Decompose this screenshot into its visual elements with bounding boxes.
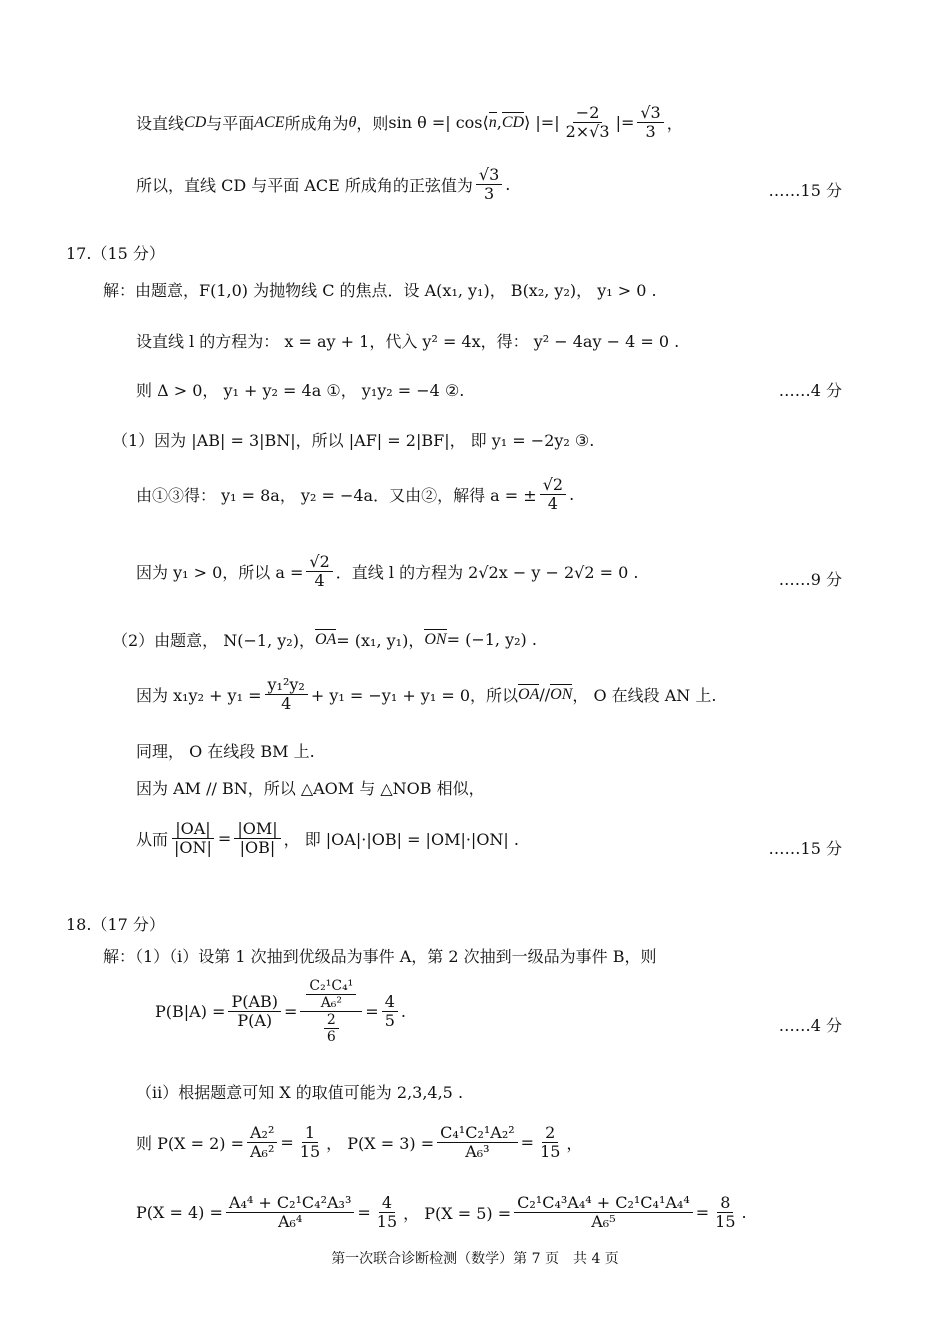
- q17-score2: ……9 分: [778, 570, 842, 589]
- q18-line4: [136, 1124, 582, 1162]
- q18-l5-f1d: A₆⁴: [277, 1212, 303, 1232]
- q18-l5-f3d: A₆⁵: [591, 1212, 616, 1232]
- q17-l8-frac: [265, 676, 308, 714]
- q17-l11-eq: =: [217, 829, 232, 849]
- q18-l5-f2d: 15: [376, 1212, 398, 1232]
- p16-then: ，则: [356, 114, 389, 134]
- q17-line3: 则 Δ > 0， y₁ + y₂ = 4a ①， y₁y₂ = −4 ②.: [136, 381, 465, 400]
- q17-l6-frac: [306, 553, 332, 591]
- p16-frac1: [563, 104, 613, 142]
- q18-line5: [136, 1194, 747, 1232]
- q18-l4-f2d: 15: [299, 1142, 321, 1162]
- q18-l4-f4d: 15: [540, 1142, 561, 1162]
- q18-l5-eq: =: [357, 1203, 371, 1223]
- q17-l5-frac: [540, 476, 566, 514]
- q18-l2-complex-frac: [300, 978, 362, 1045]
- q18-l4-f1d: A₆²: [249, 1142, 275, 1162]
- q18-l2-frac1: [228, 993, 281, 1031]
- p16-conclusion-frac: [476, 166, 502, 204]
- p16-conclusion-end: .: [505, 175, 511, 195]
- q17-l11-f1d: |ON|: [174, 838, 212, 858]
- q17-line7: [112, 628, 537, 651]
- q17-line2: 设直线 l 的方程为： x = ay + 1，代入 y² = 4x，得： y² − 4ay − 4 = 0 .: [136, 332, 680, 351]
- q18-l5-frac3: [514, 1194, 693, 1232]
- q18-l2-bd: 6: [326, 1029, 336, 1046]
- q18-l4-frac1: [247, 1124, 277, 1162]
- q18-line2: [155, 978, 406, 1045]
- q17-l6-pre: 因为 y₁ > 0，所以 a =: [136, 563, 304, 583]
- q17-l5-end: .: [569, 485, 575, 505]
- q18-l5-f4n: 8: [717, 1194, 733, 1213]
- q17-l5-num: √2: [540, 476, 566, 495]
- p16-close: ⟩ |=|: [524, 113, 560, 133]
- q18-l5-mid: ， P(X = 5) =: [403, 1204, 512, 1224]
- q17-l8-den: 4: [281, 694, 292, 714]
- q17-line6: [136, 553, 638, 591]
- q18-l2-f3d: 5: [384, 1011, 395, 1031]
- q18-l2-cd: A₆²: [320, 995, 343, 1012]
- q18-line3: （ii）根据题意可知 X 的取值可能为 2,3,4,5 .: [136, 1083, 464, 1102]
- q17-line10: 因为 AM // BN，所以 △AOM 与 △NOB 相似，: [136, 779, 485, 798]
- q17-l7-oav: = (x₁, y₁)，: [336, 631, 425, 650]
- q17-l6-post: ．直线 l 的方程为 2√2x − y − 2√2 = 0 .: [335, 563, 639, 583]
- q18-l4-f1n: A₂²: [247, 1124, 277, 1143]
- q17-l11-f1n: |OA|: [172, 820, 213, 839]
- q17-l6-den: 4: [314, 571, 325, 591]
- q17-l11-post: ， 即 |OA|·|OB| = |OM|·|ON| .: [283, 830, 519, 850]
- p16-pre: 设直线: [136, 114, 185, 134]
- p16-n-vector: n: [488, 113, 497, 131]
- q17-line5: [136, 476, 574, 514]
- q18-l2-frac3: [382, 993, 398, 1031]
- q18-l5-end: .: [741, 1203, 747, 1223]
- q18-l2-complex-den: [318, 1012, 345, 1045]
- p16-score: ……15 分: [768, 181, 842, 200]
- p16-theta: θ: [348, 113, 357, 131]
- q18-l4-frac3: [437, 1124, 518, 1162]
- q17-l6-num: √2: [306, 553, 332, 572]
- q17-l5-pre: 由①③得： y₁ = 8a， y₂ = −4a．又由②，解得 a = ±: [136, 486, 537, 506]
- q17-l8-num: y₁²y₂: [265, 676, 308, 695]
- q18-l2-f1n: P(AB): [228, 993, 281, 1012]
- p16-frac1-den: 2×√3: [565, 122, 610, 142]
- q17-l11-frac2: [234, 820, 280, 858]
- q17-header: 17.（15 分）: [66, 244, 165, 263]
- q18-header: 18.（17 分）: [66, 915, 165, 934]
- p16-ace: ACE: [254, 113, 285, 131]
- p16-line-conclusion: [136, 166, 510, 204]
- q18-l5-frac2: [374, 1194, 400, 1232]
- q17-l11-f2d: |OB|: [239, 838, 276, 858]
- q18-l5-frac4: [712, 1194, 738, 1232]
- p16-frac1-num: −2: [573, 104, 603, 123]
- q18-l2-complex-num: [300, 978, 362, 1012]
- q18-l2-f1d: P(A): [237, 1011, 273, 1031]
- q17-l7-text: （2）由题意， N(−1, y₂)，: [112, 631, 315, 650]
- q17-l8-on: ON: [550, 685, 573, 703]
- q17-l8-pre: 因为 x₁y₂ + y₁ =: [136, 686, 262, 706]
- q17-l11-pre: 从而: [136, 830, 169, 850]
- q18-l2-cn: C₂¹C₄¹: [306, 978, 356, 995]
- q18-l4-eq2: =: [520, 1133, 535, 1153]
- q17-l11-frac1: [171, 820, 215, 858]
- q17-line11: [136, 820, 519, 858]
- q18-l4-f2n: 1: [302, 1124, 318, 1143]
- p16-conclusion-num: √3: [476, 166, 502, 185]
- q18-l5-f3n: C₂¹C₄³A₄⁴ + C₂¹C₄¹A₄⁴: [514, 1194, 693, 1213]
- q18-l5-f1n: A₄⁴ + C₂¹C₄²A₃³: [226, 1194, 354, 1213]
- p16-conclusion-den: 3: [484, 184, 495, 204]
- q18-l4-frac2: [297, 1124, 323, 1162]
- p16-cd: CD: [184, 113, 207, 131]
- q18-l5-f4d: 15: [715, 1212, 736, 1232]
- q17-line8: [136, 676, 716, 714]
- q17-l8-par: //: [539, 685, 551, 705]
- p16-conclusion-text: 所以，直线 CD 与平面 ACE 所成角的正弦值为: [136, 176, 473, 196]
- q17-l8-post: + y₁ = −y₁ + y₁ = 0，所以: [310, 686, 519, 706]
- q17-l7-on: ON: [424, 630, 447, 648]
- q18-l2-bn: 2: [324, 1012, 339, 1029]
- q18-l4-f4n: 2: [542, 1124, 558, 1143]
- q17-l5-den: 4: [547, 494, 558, 514]
- q18-l5-f2n: 4: [379, 1194, 395, 1213]
- q18-l4-pre: 则 P(X = 2) =: [136, 1134, 244, 1154]
- q18-score1: ……4 分: [778, 1016, 842, 1035]
- p16-cd-vector: CD: [501, 113, 525, 131]
- q18-l4-end: ，: [566, 1134, 583, 1154]
- p16-comma: ,: [496, 113, 502, 133]
- p16-line-angle: [136, 104, 683, 142]
- q18-l2-eq2: =: [365, 1002, 379, 1022]
- q17-line9: 同理， O 在线段 BM 上.: [136, 742, 315, 761]
- p16-frac2: [637, 104, 663, 142]
- q18-l2-inner-top: [306, 978, 356, 1011]
- p16-frac2-den: 3: [645, 122, 656, 142]
- q18-l4-eq: =: [280, 1133, 294, 1153]
- p16-frac2-num: √3: [637, 104, 663, 123]
- q18-l4-f3d: A₆³: [465, 1142, 490, 1162]
- q18-l2-inner-bottom: [324, 1012, 339, 1045]
- q18-l5-frac1: [226, 1194, 354, 1232]
- q17-l7-onv: = (−1, y₂) .: [446, 630, 537, 649]
- q17-l8-end: ， O 在线段 AN 上.: [572, 686, 717, 706]
- q18-line1: 解：（1）（i）设第 1 次抽到优级品为事件 A，第 2 次抽到一级品为事件 B，则: [103, 947, 657, 966]
- q18-l4-mid: ， P(X = 3) =: [326, 1134, 435, 1154]
- q17-score1: ……4 分: [778, 381, 842, 400]
- q17-l8-oa: OA: [518, 685, 540, 703]
- p16-eq: |=: [615, 113, 635, 133]
- q18-l5-pre: P(X = 4) =: [136, 1203, 223, 1223]
- q17-l7-oa: OA: [314, 630, 337, 648]
- q18-l4-f3n: C₄¹C₂¹A₂²: [437, 1124, 518, 1143]
- p16-sin: sin θ =| cos⟨: [388, 113, 489, 133]
- q18-l2-eq: =: [284, 1002, 298, 1022]
- q17-score3: ……15 分: [768, 839, 842, 858]
- page-footer: 第一次联合诊断检测（数学）第 7 页 共 4 页: [331, 1251, 619, 1267]
- q18-l2-end: .: [400, 1002, 406, 1022]
- p16-post: 所成角为: [284, 114, 349, 134]
- q18-l2-pre: P(B|A) =: [155, 1002, 226, 1022]
- q17-line4: （1）因为 |AB| = 3|BN|，所以 |AF| = 2|BF|， 即 y₁ = −2y₂ ③.: [112, 431, 595, 450]
- q17-line1: 解：由题意，F(1,0) 为抛物线 C 的焦点．设 A(x₁, y₁)， B(x₂, y₂)， y₁ > 0 .: [103, 281, 657, 300]
- p16-mid: 与平面: [206, 114, 255, 134]
- q18-l4-frac4: [537, 1124, 563, 1162]
- q18-l5-eq2: =: [695, 1203, 710, 1223]
- q17-l11-f2n: |OM|: [234, 820, 280, 839]
- q18-l2-f3n: 4: [382, 993, 398, 1012]
- p16-end: ，: [666, 114, 683, 134]
